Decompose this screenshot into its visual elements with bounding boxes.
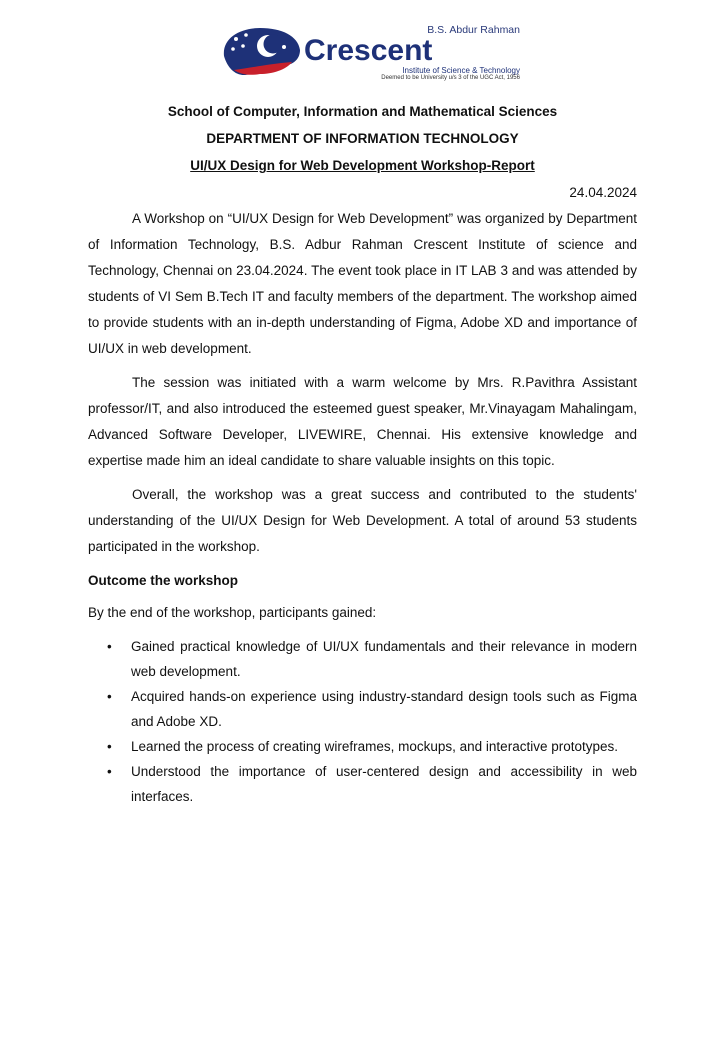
crescent-moon-emblem-icon bbox=[220, 26, 302, 78]
logo-institute: Institute of Science & Technology bbox=[402, 66, 520, 75]
list-item-text: Understood the importance of user-centered design and accessibility in web interfaces. bbox=[131, 764, 637, 804]
report-title: UI/UX Design for Web Development Workshop-Report bbox=[190, 158, 535, 173]
institute-logo bbox=[220, 24, 520, 84]
list-item bbox=[88, 634, 637, 684]
outcome-list bbox=[88, 634, 637, 809]
paragraph-intro bbox=[88, 206, 637, 362]
list-item-text: Gained practical knowledge of UI/UX fundamentals and their relevance in modern web development. bbox=[131, 639, 637, 679]
report-date: 24.04.2024 bbox=[569, 185, 637, 200]
logo-deemed: Deemed to be University u/s 3 of the UGC Act, 1956 bbox=[381, 75, 520, 81]
bullet-icon: • bbox=[107, 689, 112, 704]
bullet-icon: • bbox=[107, 739, 112, 754]
paragraph-summary-text: Overall, the workshop was a great success and contributed to the students' understanding of the UI/UX Design for Web Development. A total of around 53 students participated in the workshop. bbox=[88, 487, 637, 554]
bullet-icon: • bbox=[107, 764, 112, 779]
logo-text-block bbox=[304, 24, 520, 82]
department-heading: DEPARTMENT OF INFORMATION TECHNOLOGY bbox=[206, 131, 519, 146]
list-item bbox=[88, 759, 637, 809]
bullet-icon: • bbox=[107, 639, 112, 654]
logo-name: Crescent bbox=[304, 34, 433, 67]
logo-prefix: B.S. Abdur Rahman bbox=[427, 24, 520, 36]
paragraph-intro-text: A Workshop on “UI/UX Design for Web Development” was organized by Department of Information Technology, B.S. Adbur Rahman Crescent Institute of science and Technology, Chennai on 23.04.2024. The event took place in IT LAB 3 and was attended by students of VI Sem B.Tech IT and faculty members of the department. The workshop aimed to provide students with an in-depth understanding of Figma, Adobe XD and importance of UI/UX in web development. bbox=[88, 211, 637, 356]
school-heading: School of Computer, Information and Mathematical Sciences bbox=[167, 104, 558, 119]
report-body bbox=[88, 98, 637, 809]
list-item-text: Acquired hands-on experience using industry-standard design tools such as Figma and Adobe XD. bbox=[131, 689, 637, 729]
list-item-text: Learned the process of creating wireframes, mockups, and interactive prototypes. bbox=[131, 739, 618, 754]
list-item bbox=[88, 684, 637, 734]
paragraph-session-text: The session was initiated with a warm welcome by Mrs. R.Pavithra Assistant professor/IT, and also introduced the esteemed guest speaker, Mr.Vinayagam Mahalingam, Advanced Software Developer, LIVEWIRE, Chennai. His extensive knowledge and expertise made him an ideal candidate to share valuable insights on this topic. bbox=[88, 375, 637, 468]
list-item bbox=[88, 734, 637, 759]
outcome-lead: By the end of the workshop, participants gained: bbox=[88, 605, 377, 620]
outcome-heading: Outcome the workshop bbox=[88, 573, 239, 588]
paragraph-summary bbox=[88, 482, 637, 560]
paragraph-session bbox=[88, 370, 637, 474]
